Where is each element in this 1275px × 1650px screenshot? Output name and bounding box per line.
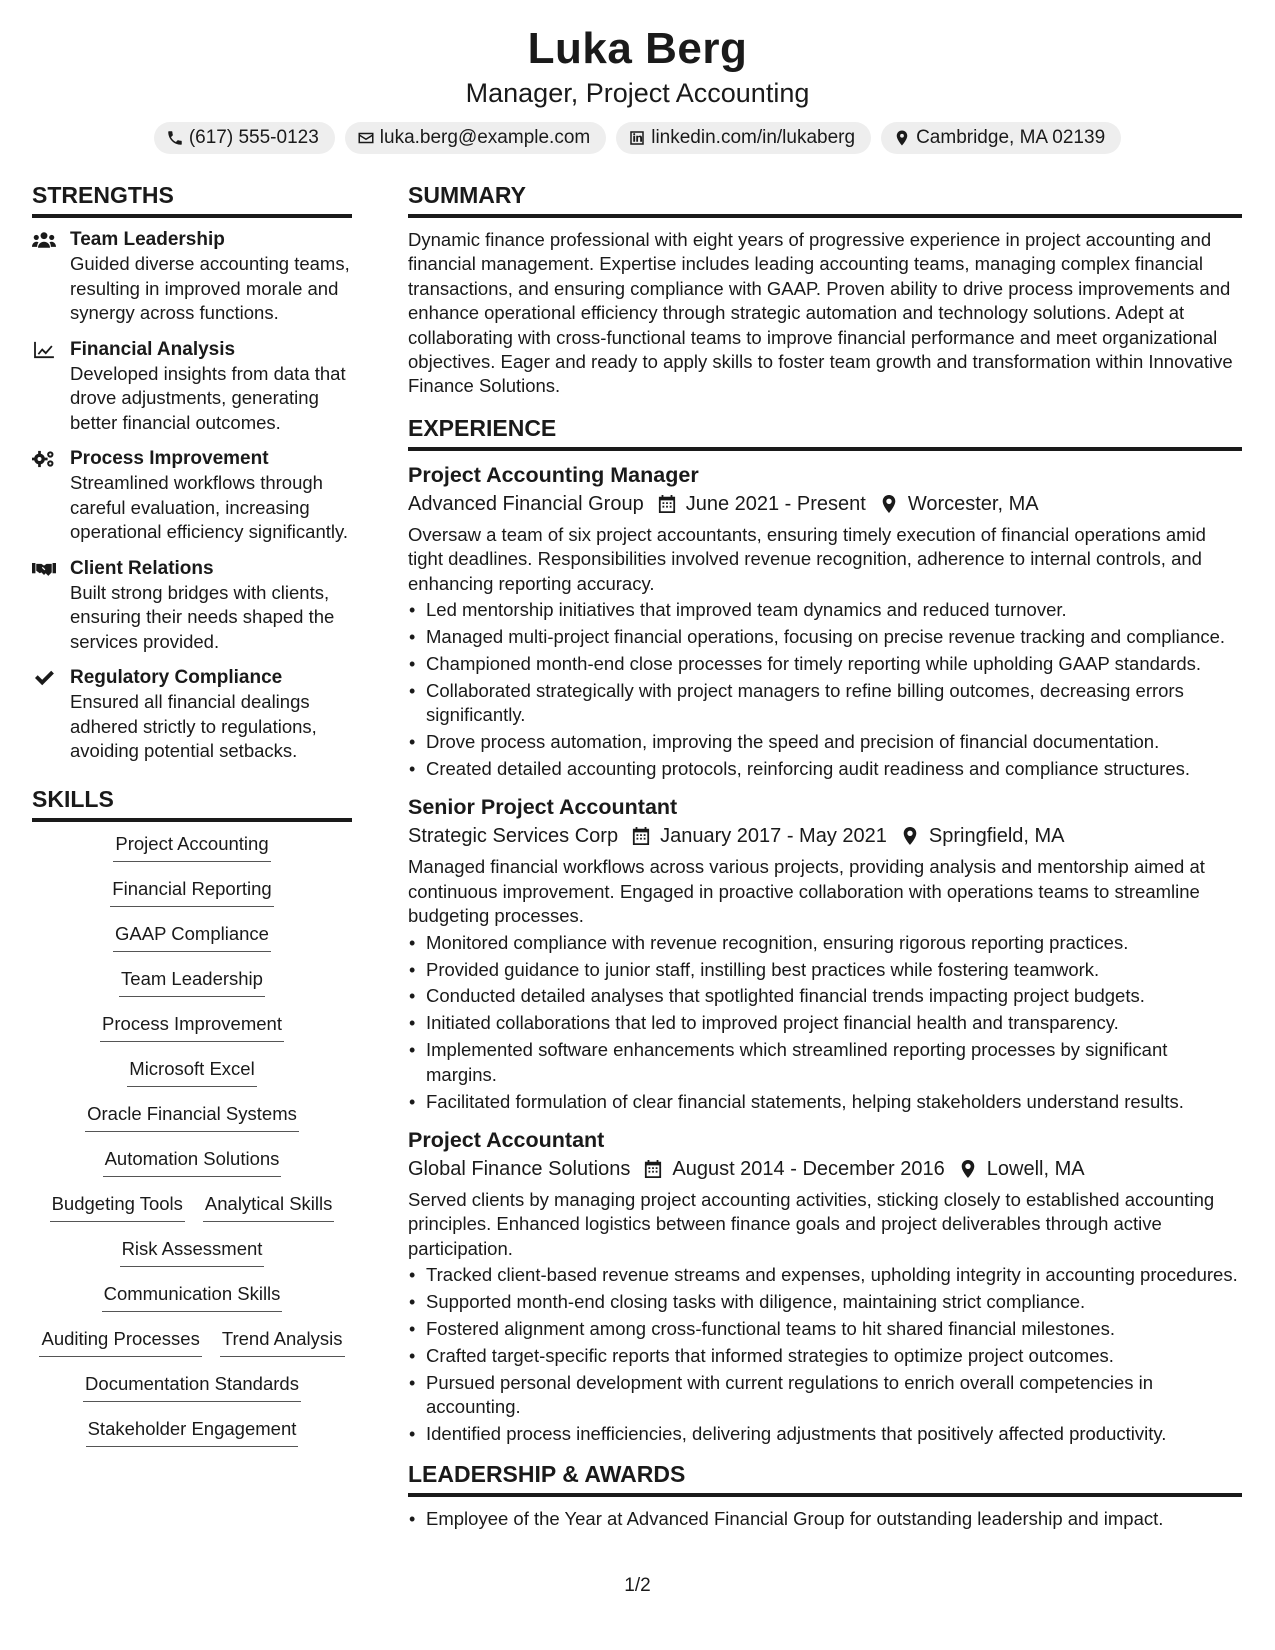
strength-item: [32, 447, 352, 545]
strength-title: Team Leadership: [70, 229, 225, 250]
location-text: Cambridge, MA 02139: [916, 127, 1106, 148]
job-company: Strategic Services Corp: [408, 825, 619, 848]
job-entry: [408, 793, 1242, 1114]
contact-linkedin[interactable]: [616, 122, 871, 154]
skill-tag: Financial Reporting: [110, 877, 273, 907]
job-description: Oversaw a team of six project accountants, ensuring timely execution of financial operations amid tight deadlines. Responsibilities involved revenue recognition, adherence to internal controls, and enhancing reporting accuracy.: [408, 523, 1206, 594]
skill-tag: Auditing Processes: [39, 1327, 201, 1357]
strength-title: Regulatory Compliance: [70, 667, 283, 688]
job-title: Project Accounting Manager: [408, 462, 699, 487]
job-company: Global Finance Solutions: [408, 1157, 631, 1180]
job-bullet: • Conducted detailed analyses that spotlighted financial trends impacting project budgets.: [426, 984, 1242, 1008]
phone-icon: [166, 129, 184, 147]
job-bullet: • Supported month-end closing tasks with diligence, maintaining strict compliance.: [426, 1290, 1242, 1314]
job-bullet: • Identified process inefficiencies, delivering adjustments that positively affected productivity.: [426, 1422, 1242, 1446]
job-title: Project Accountant: [408, 1127, 605, 1152]
strength-item: [32, 666, 352, 764]
calendar-icon: [632, 826, 650, 846]
job-location: Worcester, MA: [907, 492, 1039, 515]
summary-heading: SUMMARY: [408, 180, 1242, 218]
right-column: [408, 180, 1242, 1533]
job-bullet: • Monitored compliance with revenue recognition, ensuring rigorous reporting practices.: [426, 931, 1242, 955]
skill-tag: Process Improvement: [100, 1012, 284, 1042]
strength-desc: Guided diverse accounting teams, resulting in improved morale and synergy across functions.: [70, 253, 350, 323]
job-meta: [408, 821, 1242, 851]
cogs-icon: [32, 450, 56, 468]
contact-phone[interactable]: [154, 122, 335, 154]
skill-tag: Stakeholder Engagement: [86, 1417, 299, 1447]
map-marker-icon: [901, 826, 919, 846]
strength-desc: Ensured all financial dealings adhered strictly to regulations, avoiding potential setbacks.: [70, 691, 317, 761]
skill-tag: Project Accounting: [113, 832, 270, 862]
map-marker-icon: [893, 129, 911, 147]
job-dates: January 2017 - May 2021: [660, 825, 887, 848]
job-bullet: • Crafted target-specific reports that informed strategies to optimize project outcomes.: [426, 1344, 1242, 1368]
strength-desc: Streamlined workflows through careful evaluation, increasing operational efficiency significantly.: [70, 472, 348, 542]
job-bullets: [408, 598, 1242, 781]
strength-title: Client Relations: [70, 557, 214, 579]
job-bullet: • Pursued personal development with current regulations to enrich overall competencies in accounting.: [426, 1371, 1242, 1420]
skill-tag: Automation Solutions: [103, 1147, 282, 1177]
skills-list: [32, 832, 352, 1462]
linkedin-text: linkedin.com/in/lukaberg: [651, 127, 856, 148]
skill-tag: Risk Assessment: [120, 1237, 265, 1267]
skills-heading: SKILLS: [32, 784, 352, 822]
resume-header: [0, 22, 1275, 154]
job-bullet: • Created detailed accounting protocols, reinforcing audit readiness and compliance structures.: [426, 757, 1242, 781]
job-meta: [408, 489, 1242, 519]
job-bullet: • Implemented software enhancements which streamlined reporting processes by significant margins.: [426, 1038, 1242, 1087]
handshake-icon: [32, 560, 56, 578]
strength-item: [32, 557, 352, 655]
calendar-icon: [644, 1159, 662, 1179]
map-marker-icon: [880, 494, 898, 514]
skill-tag: Budgeting Tools: [50, 1192, 185, 1222]
job-description: Served clients by managing project accounting activities, sticking closely to established accounting principles. Enhanced logistics between finance goals and project deliverables through active participation.: [408, 1188, 1215, 1259]
strength-desc: Developed insights from data that drove adjustments, generating better financial outcomes.: [70, 362, 346, 433]
left-column: [32, 180, 352, 1462]
job-title: Senior Project Accountant: [408, 795, 678, 820]
strength-desc: Built strong bridges with clients, ensuring their needs shaped the services provided.: [70, 581, 335, 652]
skill-tag: Documentation Standards: [83, 1372, 301, 1402]
job-bullet: • Championed month-end close processes for timely reporting while upholding GAAP standards.: [426, 652, 1242, 676]
job-bullet: • Facilitated formulation of clear financial statements, helping stakeholders understand results.: [426, 1090, 1242, 1114]
job-bullets: [408, 1263, 1242, 1446]
job-bullet: • Provided guidance to junior staff, instilling best practices while fostering teamwork.: [426, 958, 1242, 982]
strength-title: Financial Analysis: [70, 338, 236, 360]
skill-tag: Team Leadership: [119, 967, 265, 997]
job-bullet: • Tracked client-based revenue streams and expenses, upholding integrity in accounting procedures.: [426, 1263, 1242, 1287]
strength-title: Process Improvement: [70, 448, 269, 469]
awards-heading: LEADERSHIP & AWARDS: [408, 1459, 1242, 1497]
job-meta: [408, 1154, 1242, 1184]
contact-bar: [0, 122, 1275, 154]
calendar-icon: [658, 494, 676, 514]
map-marker-icon: [959, 1159, 977, 1179]
job-dates: August 2014 - December 2016: [672, 1157, 945, 1180]
strength-item: [32, 338, 352, 436]
check-icon: [32, 669, 56, 687]
contact-email[interactable]: [345, 122, 606, 154]
job-location: Springfield, MA: [928, 825, 1065, 848]
candidate-name: Luka Berg: [527, 24, 748, 73]
awards-list: [408, 1507, 1242, 1531]
job-entry: [408, 1126, 1242, 1447]
envelope-icon: [357, 129, 375, 147]
job-bullet: • Led mentorship initiatives that improved team dynamics and reduced turnover.: [426, 598, 1242, 622]
job-bullet: • Managed multi-project financial operations, focusing on precise revenue tracking and compliance.: [426, 625, 1242, 649]
phone-text: (617) 555-0123: [188, 127, 319, 148]
summary-text: Dynamic finance professional with eight years of progressive experience in project accounting and financial management. Expertise includes leading accounting teams, managing complex financial transactions, and ensuring compliance with GAAP. Proven ability to drive process improvements and enhance operational efficiency through strategic automation and technology solutions. Adept at collaborating with cross-functional teams to improve financial performance and meet organizational objectives. Eager and ready to apply skills to foster team growth and transformation within Innovative Finance Solutions.: [408, 229, 1233, 397]
award-item: • Employee of the Year at Advanced Financial Group for outstanding leadership and impact.: [426, 1507, 1242, 1531]
chart-line-icon: [32, 341, 56, 359]
contact-location: [881, 122, 1121, 154]
email-text: luka.berg@example.com: [379, 127, 591, 148]
job-bullet: • Collaborated strategically with project managers to refine billing outcomes, decreasing errors significantly.: [426, 679, 1242, 728]
skill-tag: Trend Analysis: [220, 1327, 345, 1357]
job-description: Managed financial workflows across various projects, providing analysis and mentorship aimed at continuous improvement. Engaged in proactive collaboration with operations teams to streamline budgeting processes.: [408, 856, 1205, 927]
job-bullet: • Initiated collaborations that led to improved project financial health and transparency.: [426, 1011, 1242, 1035]
linkedin-icon: [628, 129, 646, 147]
job-location: Lowell, MA: [986, 1157, 1085, 1180]
skill-tag: Analytical Skills: [203, 1192, 335, 1222]
job-bullets: [408, 931, 1242, 1114]
job-dates: June 2021 - Present: [685, 492, 866, 515]
skill-tag: Communication Skills: [102, 1282, 283, 1312]
job-entry: [408, 461, 1242, 782]
job-bullet: • Drove process automation, improving the speed and precision of financial documentation.: [426, 730, 1242, 754]
candidate-role: Manager, Project Accounting: [465, 78, 810, 108]
page-number: 1/2: [624, 1575, 651, 1596]
job-company: Advanced Financial Group: [408, 492, 644, 515]
skill-tag: Microsoft Excel: [127, 1057, 256, 1087]
skill-tag: Oracle Financial Systems: [85, 1102, 299, 1132]
strength-item: [32, 228, 352, 326]
users-icon: [32, 231, 56, 249]
strengths-heading: STRENGTHS: [32, 180, 352, 218]
skill-tag: GAAP Compliance: [113, 922, 271, 952]
experience-heading: EXPERIENCE: [408, 413, 1242, 451]
job-bullet: • Fostered alignment among cross-functional teams to hit shared financial milestones.: [426, 1317, 1242, 1341]
